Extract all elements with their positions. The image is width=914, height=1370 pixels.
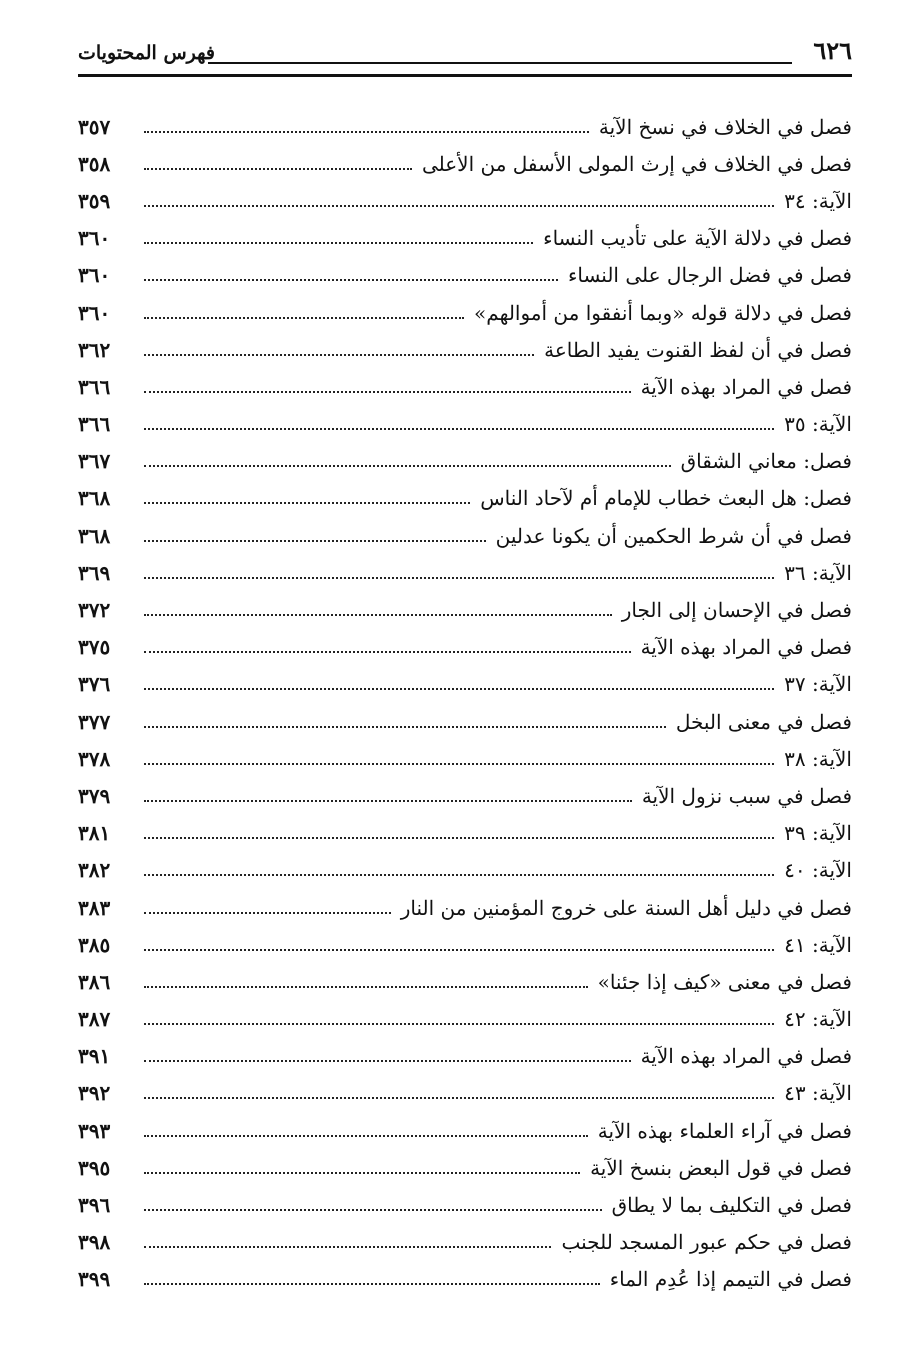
toc-entry xyxy=(78,331,852,368)
toc-entry-page-number: ٣٦٠ xyxy=(78,263,111,288)
dot-leader xyxy=(144,1283,600,1285)
toc-entry-title: فصل في معنى البخل xyxy=(675,709,852,734)
toc-entry-page-number: ٣٨٥ xyxy=(78,932,111,957)
toc-entry xyxy=(78,517,852,554)
toc-entry-page-number: ٣٦٨ xyxy=(78,523,111,548)
dot-leader xyxy=(144,1060,631,1062)
toc-entry xyxy=(78,1075,852,1112)
dot-leader xyxy=(144,1172,580,1174)
toc-entry-title: فصل في سبب نزول الآية xyxy=(641,783,852,808)
toc-entry xyxy=(78,480,852,517)
toc-entry-title: فصل في التيمم إذا عُدِم الماء xyxy=(609,1267,852,1292)
toc-entry-title: فصل في الخلاف في نسخ الآية xyxy=(598,114,852,139)
toc-entry-title: فصل في دلالة قوله «وبما أنفقوا من أموالهم» xyxy=(474,300,852,325)
toc-entry-page-number: ٣٦٧ xyxy=(78,449,111,474)
toc-entry xyxy=(78,182,852,219)
toc-entry xyxy=(78,554,852,591)
toc-entry-title: الآية: ٣٤ xyxy=(784,188,852,213)
toc-entry-title: فصل في أن شرط الحكمين أن يكونا عدلين xyxy=(495,523,852,548)
page-title: فهرس المحتويات xyxy=(78,42,215,64)
toc-entry-title: فصل في دليل أهل السنة على خروج المؤمنين من النار xyxy=(400,895,852,920)
toc-entry xyxy=(78,406,852,443)
toc-entry-page-number: ٣٥٧ xyxy=(78,114,111,139)
dot-leader xyxy=(144,1209,602,1211)
toc-entry-title: الآية: ٣٩ xyxy=(784,821,852,846)
dot-leader xyxy=(144,428,774,430)
dot-leader xyxy=(144,726,666,728)
dot-leader xyxy=(144,1097,774,1099)
toc-entry-title: فصل في المراد بهذه الآية xyxy=(640,1044,852,1069)
dot-leader xyxy=(144,242,533,244)
toc-entry-page-number: ٣٥٨ xyxy=(78,151,111,176)
dot-leader xyxy=(144,577,774,579)
toc-entry-title: فصل في قول البعض بنسخ الآية xyxy=(590,1155,852,1180)
toc-entry-title: الآية: ٣٦ xyxy=(784,560,852,585)
dot-leader xyxy=(144,949,774,951)
toc-entry-page-number: ٣٦٠ xyxy=(78,226,111,251)
toc-entry-page-number: ٣٧٧ xyxy=(78,709,111,734)
toc-entry-title: الآية: ٤٠ xyxy=(784,858,852,883)
toc-entry-page-number: ٣٨٧ xyxy=(78,1007,111,1032)
dot-leader xyxy=(144,1135,588,1137)
dot-leader xyxy=(144,317,464,319)
dot-leader xyxy=(144,354,534,356)
dot-leader xyxy=(144,205,774,207)
toc-entry xyxy=(78,1186,852,1223)
toc-entry-page-number: ٣٩٥ xyxy=(78,1155,111,1180)
toc-entry xyxy=(78,1261,852,1298)
dot-leader xyxy=(144,800,632,802)
header-divider xyxy=(78,74,852,77)
toc-entry-page-number: ٣٦٠ xyxy=(78,300,111,325)
toc-entry xyxy=(78,443,852,480)
page-header xyxy=(78,30,852,80)
dot-leader xyxy=(144,912,391,914)
toc-entry xyxy=(78,108,852,145)
toc-entry xyxy=(78,1149,852,1186)
toc-entry-title: فصل في المراد بهذه الآية xyxy=(640,374,852,399)
toc-entry-title: فصل في آراء العلماء بهذه الآية xyxy=(597,1118,852,1143)
toc-entry-title: الآية: ٤٣ xyxy=(784,1081,852,1106)
toc-entry-page-number: ٣٦٢ xyxy=(78,337,111,362)
toc-entry xyxy=(78,220,852,257)
toc-entry-page-number: ٣٩٨ xyxy=(78,1230,111,1255)
toc-entry xyxy=(78,145,852,182)
toc-entry xyxy=(78,368,852,405)
toc-entry-page-number: ٣٥٩ xyxy=(78,188,111,213)
toc-entry-page-number: ٣٨٢ xyxy=(78,858,111,883)
toc-entry-title: فصل: هل البعث خطاب للإمام أم لآحاد الناس xyxy=(480,486,852,511)
toc-entry-page-number: ٣٨٦ xyxy=(78,969,111,994)
toc-entry-page-number: ٣٧٨ xyxy=(78,746,111,771)
dot-leader xyxy=(144,651,631,653)
toc-entry-page-number: ٣٧٢ xyxy=(78,598,111,623)
toc-entry-page-number: ٣٦٦ xyxy=(78,412,111,437)
toc-entry-page-number: ٣٩٩ xyxy=(78,1267,111,1292)
table-of-contents xyxy=(78,108,852,1298)
dot-leader xyxy=(144,502,470,504)
page-number: ٦٢٦ xyxy=(813,36,852,65)
toc-entry-page-number: ٣٩٣ xyxy=(78,1118,111,1143)
toc-entry xyxy=(78,815,852,852)
dot-leader xyxy=(144,614,612,616)
toc-entry-title: فصل في الخلاف في إرث المولى الأسفل من الأعلى xyxy=(421,151,852,176)
toc-entry xyxy=(78,963,852,1000)
toc-entry-page-number: ٣٧٥ xyxy=(78,635,111,660)
toc-entry xyxy=(78,1001,852,1038)
dot-leader xyxy=(144,131,589,133)
dot-leader xyxy=(144,986,588,988)
toc-entry-page-number: ٣٩٦ xyxy=(78,1193,111,1218)
toc-entry-title: فصل في أن لفظ القنوت يفيد الطاعة xyxy=(544,337,852,362)
dot-leader xyxy=(144,465,671,467)
toc-entry-title: فصل في الإحسان إلى الجار xyxy=(621,598,852,623)
toc-entry-page-number: ٣٧٦ xyxy=(78,672,111,697)
dot-leader xyxy=(144,874,774,876)
toc-entry-title: فصل: معاني الشقاق xyxy=(680,449,852,474)
dot-leader xyxy=(144,1023,774,1025)
dot-leader xyxy=(144,763,774,765)
dot-leader xyxy=(144,279,558,281)
toc-entry xyxy=(78,777,852,814)
toc-entry xyxy=(78,1038,852,1075)
toc-entry-page-number: ٣٩٢ xyxy=(78,1081,111,1106)
toc-entry-page-number: ٣٧٩ xyxy=(78,783,111,808)
toc-entry-title: فصل في حكم عبور المسجد للجنب xyxy=(561,1230,852,1255)
toc-entry xyxy=(78,666,852,703)
toc-entry-page-number: ٣٩١ xyxy=(78,1044,111,1069)
toc-entry xyxy=(78,852,852,889)
toc-entry-title: الآية: ٣٧ xyxy=(784,672,852,697)
dot-leader xyxy=(144,168,412,170)
toc-entry xyxy=(78,629,852,666)
toc-entry xyxy=(78,1224,852,1261)
dot-leader xyxy=(144,688,774,690)
toc-entry xyxy=(78,703,852,740)
toc-entry-page-number: ٣٦٨ xyxy=(78,486,111,511)
toc-entry xyxy=(78,1112,852,1149)
toc-entry-page-number: ٣٨١ xyxy=(78,821,111,846)
toc-entry-title: فصل في دلالة الآية على تأديب النساء xyxy=(543,226,852,251)
dot-leader xyxy=(144,1246,551,1248)
toc-entry xyxy=(78,591,852,628)
toc-entry xyxy=(78,294,852,331)
toc-entry-title: فصل في المراد بهذه الآية xyxy=(640,635,852,660)
toc-entry xyxy=(78,926,852,963)
toc-entry-page-number: ٣٨٣ xyxy=(78,895,111,920)
toc-entry-title: الآية: ٣٨ xyxy=(784,746,852,771)
dot-leader xyxy=(144,391,631,393)
toc-entry-title: فصل في التكليف بما لا يطاق xyxy=(611,1193,852,1218)
toc-entry-title: الآية: ٣٥ xyxy=(784,412,852,437)
toc-entry-page-number: ٣٦٩ xyxy=(78,560,111,585)
header-rule xyxy=(208,62,792,64)
dot-leader xyxy=(144,837,774,839)
toc-entry-title: فصل في فضل الرجال على النساء xyxy=(567,263,852,288)
dot-leader xyxy=(144,540,486,542)
toc-entry-page-number: ٣٦٦ xyxy=(78,374,111,399)
toc-entry-title: الآية: ٤١ xyxy=(784,932,852,957)
toc-entry xyxy=(78,257,852,294)
toc-entry xyxy=(78,889,852,926)
toc-entry-title: الآية: ٤٢ xyxy=(784,1007,852,1032)
toc-entry xyxy=(78,740,852,777)
toc-entry-title: فصل في معنى «كيف إذا جئنا» xyxy=(597,969,852,994)
